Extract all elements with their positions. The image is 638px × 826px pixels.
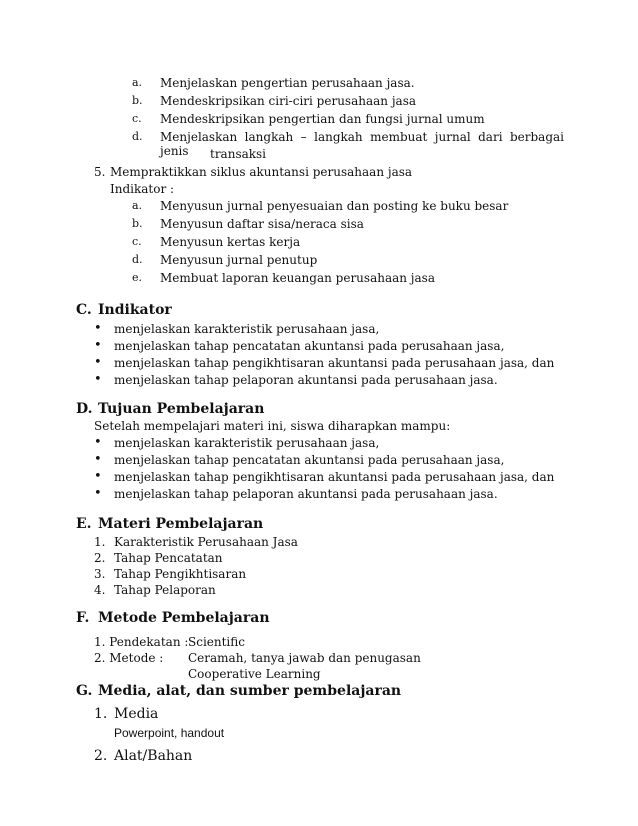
bullet-icon: • bbox=[94, 486, 102, 501]
section-letter: C. bbox=[76, 302, 92, 318]
section-heading-d bbox=[76, 401, 264, 417]
bullet-text: menjelaskan tahap pengikhtisaran akuntansi pada perusahaan jasa, dan bbox=[114, 470, 555, 484]
bullet-text: menjelaskan tahap pencatatan akuntansi pada perusahaan jasa, bbox=[114, 453, 505, 467]
subitem-label: a. bbox=[132, 76, 143, 89]
subitem-text: Menyusun jurnal penyesuaian dan posting ke buku besar bbox=[160, 199, 509, 213]
section-heading-e bbox=[76, 516, 263, 532]
subitem-text: Membuat laporan keuangan perusahaan jasa bbox=[160, 271, 435, 285]
section-title: Indikator bbox=[98, 302, 172, 318]
subitem-label: e. bbox=[132, 271, 143, 284]
section-title: Media, alat, dan sumber pembelajaran bbox=[98, 683, 402, 699]
list-item: Tahap Pengikhtisaran bbox=[114, 567, 247, 581]
subitem-text: Menyusun kertas kerja bbox=[160, 235, 301, 249]
section-title: Tujuan Pembelajaran bbox=[98, 401, 265, 417]
subitem-label: d. bbox=[132, 130, 143, 143]
bullet-icon: • bbox=[94, 452, 102, 467]
section-title: Materi Pembelajaran bbox=[98, 516, 264, 532]
item-number: 5. bbox=[94, 165, 106, 179]
section-letter: E. bbox=[76, 516, 92, 532]
section-heading-g bbox=[76, 683, 401, 699]
subitem-label: b. bbox=[132, 94, 143, 107]
section-letter: D. bbox=[76, 401, 93, 417]
subitem-label: a. bbox=[132, 199, 143, 212]
list-number: 2. bbox=[94, 551, 106, 565]
bullet-text: menjelaskan tahap pelaporan akuntansi pada perusahaan jasa. bbox=[114, 373, 498, 387]
bullet-text: menjelaskan karakteristik perusahaan jasa, bbox=[114, 436, 380, 450]
bullet-icon: • bbox=[94, 372, 102, 387]
subitem-text: Menjelaskan pengertian perusahaan jasa. bbox=[160, 76, 415, 90]
section-letter: G. bbox=[76, 683, 93, 699]
method-value: Scientific bbox=[188, 635, 245, 649]
bullet-text: menjelaskan tahap pencatatan akuntansi pada perusahaan jasa, bbox=[114, 339, 505, 353]
list-number: 1. bbox=[94, 535, 106, 549]
subitem-label: c. bbox=[132, 235, 142, 248]
subitem-text: Mendeskripsikan pengertian dan fungsi jurnal umum bbox=[160, 112, 485, 126]
subitem-text-justified: Menjelaskan langkah – langkah membuat jurnal dari berbagai jenis bbox=[160, 130, 564, 158]
subitem-text: Menyusun jurnal penutup bbox=[160, 253, 318, 267]
list-item-detail: Powerpoint, handout bbox=[114, 726, 225, 740]
method-value-continuation: Cooperative Learning bbox=[188, 667, 321, 681]
list-item: Karakteristik Perusahaan Jasa bbox=[114, 535, 298, 549]
bullet-icon: • bbox=[94, 435, 102, 450]
subitem-label: d. bbox=[132, 253, 143, 266]
list-number: 2. bbox=[94, 748, 108, 764]
item-text: Mempraktikkan siklus akuntansi perusahaan jasa bbox=[110, 165, 413, 179]
indikator-label: Indikator : bbox=[110, 182, 175, 196]
section-intro: Setelah mempelajari materi ini, siswa diharapkan mampu: bbox=[94, 419, 451, 433]
subitem-label: c. bbox=[132, 112, 142, 125]
bullet-text: menjelaskan tahap pelaporan akuntansi pada perusahaan jasa. bbox=[114, 487, 498, 501]
section-title: Metode Pembelajaran bbox=[98, 610, 270, 626]
subitem-label: b. bbox=[132, 217, 143, 230]
section-heading-c bbox=[76, 302, 172, 318]
list-item: Media bbox=[114, 706, 159, 722]
bullet-text: menjelaskan tahap pengikhtisaran akuntansi pada perusahaan jasa, dan bbox=[114, 356, 555, 370]
method-value: Ceramah, tanya jawab dan penugasan bbox=[188, 651, 421, 665]
method-label: 1. Pendekatan : bbox=[94, 635, 189, 649]
list-item: Alat/Bahan bbox=[114, 748, 193, 764]
list-number: 1. bbox=[94, 706, 108, 722]
subitem-text: Menyusun daftar sisa/neraca sisa bbox=[160, 217, 364, 231]
method-label: 2. Metode : bbox=[94, 651, 164, 665]
bullet-icon: • bbox=[94, 321, 102, 336]
subitem-text-continuation: transaksi bbox=[210, 147, 267, 161]
bullet-icon: • bbox=[94, 338, 102, 353]
list-number: 3. bbox=[94, 567, 106, 581]
bullet-icon: • bbox=[94, 469, 102, 484]
bullet-text: menjelaskan karakteristik perusahaan jasa, bbox=[114, 322, 380, 336]
list-item: Tahap Pelaporan bbox=[114, 583, 216, 597]
section-heading-f bbox=[76, 610, 270, 626]
section-letter: F. bbox=[76, 610, 90, 626]
list-item: Tahap Pencatatan bbox=[114, 551, 223, 565]
subitem-text: Mendeskripsikan ciri-ciri perusahaan jasa bbox=[160, 94, 417, 108]
bullet-icon: • bbox=[94, 355, 102, 370]
list-number: 4. bbox=[94, 583, 106, 597]
